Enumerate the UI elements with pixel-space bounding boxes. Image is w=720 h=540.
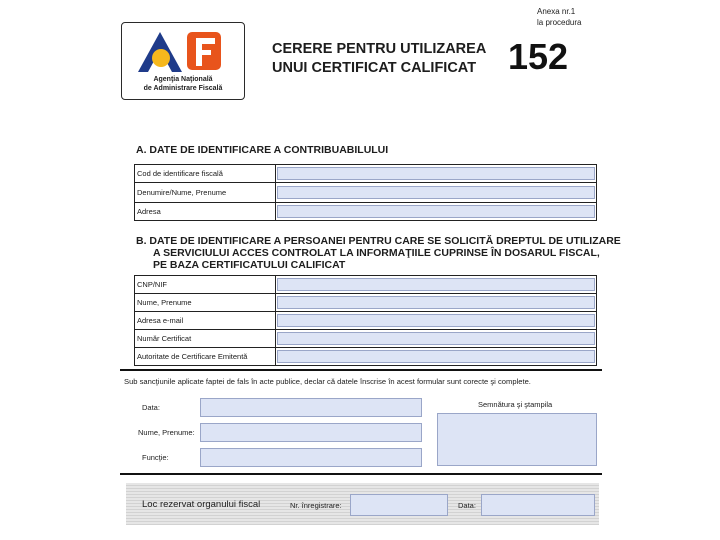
certificate-authority-input[interactable] (277, 350, 595, 363)
anaf-logo (121, 22, 245, 100)
reserved-area (126, 483, 599, 525)
name-label: Nume, Prenume: (138, 428, 195, 437)
address-input[interactable] (277, 205, 595, 218)
annex-line1: Anexa nr.1 (537, 7, 576, 16)
agency-name-line1: Agenţia Naţională (153, 76, 213, 83)
section-b-title-line2: A SERVICIULUI ACCES CONTROLAT LA INFORMAŢIILE CUPRINSE ÎN DOSARUL FISCAL, (153, 247, 600, 259)
company-name-input[interactable] (277, 186, 595, 199)
certificate-number-input[interactable] (277, 332, 595, 345)
field-label-cnp: CNP/NIF (135, 276, 276, 294)
date-input[interactable] (200, 398, 422, 417)
section-b-title-line3: PE BAZA CERTIFICATULUI CALIFICAT (153, 259, 346, 271)
declaration-text: Sub sancţiunile aplicate faptei de fals în acte publice, declar că datele înscrise în acest formular sunt corecte şi complete. (124, 377, 531, 386)
fiscal-code-cell (276, 165, 597, 183)
table-row (135, 330, 597, 348)
form-title (272, 40, 486, 78)
field-label-certificate-number: Număr Certificat (135, 330, 276, 348)
section-b-table (134, 275, 597, 366)
table-row (135, 183, 597, 203)
form-number: 152 (508, 36, 569, 77)
section-b-title (136, 235, 621, 271)
section-a-table (134, 164, 597, 221)
field-label-person-name: Nume, Prenume (135, 294, 276, 312)
registration-number-input[interactable] (350, 494, 448, 516)
field-label-certificate-authority: Autoritate de Certificare Emitentă (135, 348, 276, 366)
cnp-input[interactable] (277, 278, 595, 291)
registration-number-label: Nr. înregistrare: (290, 501, 342, 510)
signature-box[interactable] (437, 413, 597, 466)
section-a-title: A. DATE DE IDENTIFICARE A CONTRIBUABILULUI (136, 144, 389, 156)
cnp-cell (276, 276, 597, 294)
email-cell (276, 312, 597, 330)
form-title-line2: UNUI CERTIFICAT CALIFICAT (272, 60, 477, 76)
annex-line2: la procedura (537, 18, 582, 27)
fiscal-code-input[interactable] (277, 167, 595, 180)
reserved-date-label: Data: (458, 501, 476, 510)
signature-label: Semnătura şi ştampila (478, 400, 553, 409)
certificate-number-cell (276, 330, 597, 348)
annex-reference (537, 6, 581, 28)
divider-bottom (120, 473, 602, 475)
function-label: Funcţie: (142, 453, 169, 462)
section-b-title-line1: B. DATE DE IDENTIFICARE A PERSOANEI PENTRU CARE SE SOLICITĂ DREPTUL DE UTILIZARE (136, 235, 621, 247)
reserved-label: Loc rezervat organului fiscal (142, 499, 261, 510)
email-input[interactable] (277, 314, 595, 327)
function-input[interactable] (200, 448, 422, 467)
company-name-cell (276, 183, 597, 203)
field-label-company-name: Denumire/Nume, Prenume (135, 183, 276, 203)
person-name-input[interactable] (277, 296, 595, 309)
person-name-cell (276, 294, 597, 312)
reserved-date-input[interactable] (481, 494, 595, 516)
form-title-line1: CERERE PENTRU UTILIZAREA (272, 41, 487, 57)
table-row (135, 312, 597, 330)
table-row (135, 165, 597, 183)
table-row (135, 348, 597, 366)
certificate-authority-cell (276, 348, 597, 366)
divider-top (120, 369, 602, 371)
table-row (135, 294, 597, 312)
table-row (135, 276, 597, 294)
field-label-address: Adresa (135, 203, 276, 221)
agency-name-line2: de Administrare Fiscală (143, 85, 223, 92)
table-row (135, 203, 597, 221)
field-label-email: Adresa e-mail (135, 312, 276, 330)
anaf-logo-mark (134, 28, 230, 74)
name-input[interactable] (200, 423, 422, 442)
address-cell (276, 203, 597, 221)
field-label-fiscal-code: Cod de identificare fiscală (135, 165, 276, 183)
date-label: Data: (142, 403, 160, 412)
